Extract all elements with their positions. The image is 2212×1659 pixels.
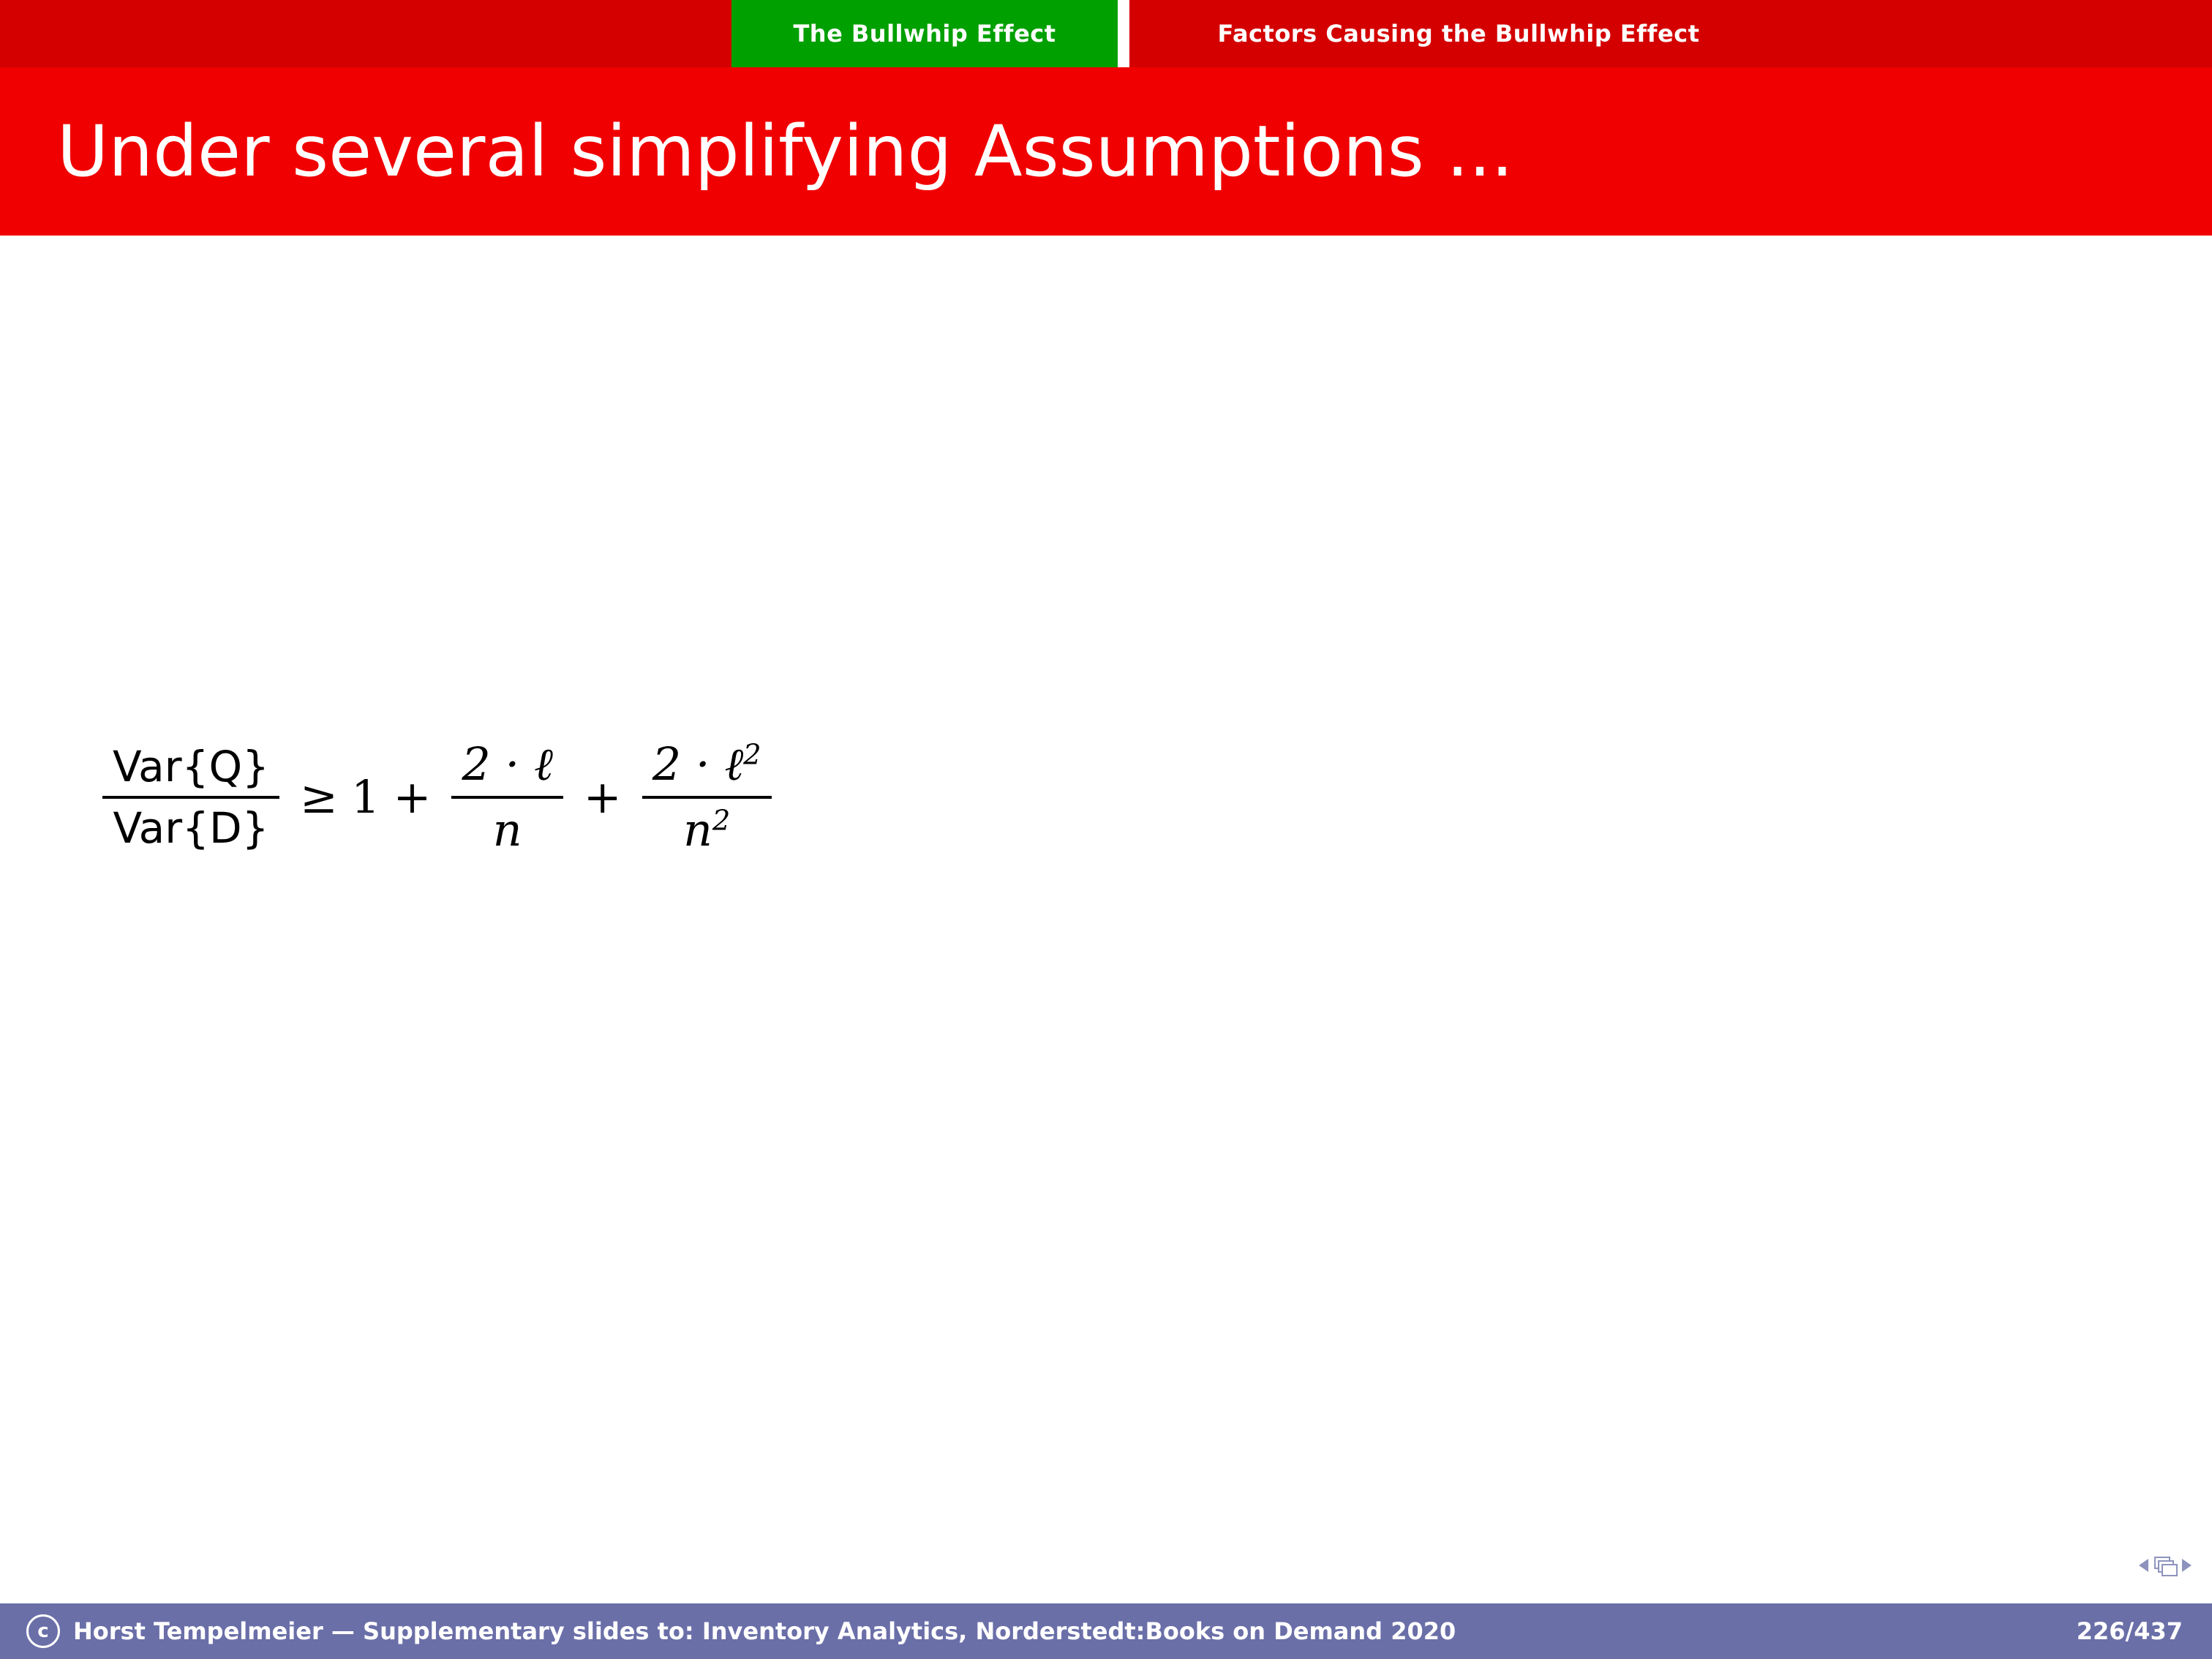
bullwhip-variance-formula [95,733,779,861]
slide-title-band [0,67,2212,236]
formula-third-numerator [642,733,772,796]
frame-navigation-controls[interactable] [2139,1557,2192,1574]
formula-lhs-numerator: Var{Q} [113,741,270,791]
nav-filler-right [1788,0,2212,67]
formula-third-denominator [673,799,740,861]
copyright-icon: c [26,1614,60,1648]
formula-lhs-fraction [102,737,279,857]
page-title: Under several simplifying Assumptions ... [57,110,1513,192]
nav-item-factors-causing-the-bullwhip-effect[interactable] [1129,0,1788,67]
formula-second-fraction [451,733,563,861]
nav-item-label: The Bullwhip Effect [793,20,1056,48]
nav-filler-left [0,0,731,67]
formula-third-numerator-base: 2 · ℓ [652,737,744,791]
footer-credit [0,1614,1456,1648]
formula-lhs-denominator: Var{D} [113,802,269,853]
formula-second-numerator: 2 · ℓ [462,737,553,791]
nav-item-the-bullwhip-effect[interactable] [731,0,1118,67]
formula-plus-operator-2: + [583,770,622,824]
formula-third-numerator-exponent: 2 [743,738,761,772]
nav-item-label: Factors Causing the Bullwhip Effect [1217,20,1700,48]
formula-third-denominator-exponent: 2 [712,804,731,838]
slide-navigation-bar [0,0,2212,67]
formula-plus-operator-1: + [393,770,432,824]
previous-frame-icon[interactable] [2139,1559,2148,1572]
footer-credit-text: Horst Tempelmeier — Supplementary slides to: Inventory Analytics, Norderstedt:Books on Demand 2020 [73,1617,1456,1645]
formula-term-one: 1 [350,770,380,824]
next-frame-icon[interactable] [2182,1559,2192,1572]
formula-relation-operator: ≥ [300,770,338,824]
slide-content-area [0,236,2212,1579]
formula-third-fraction [642,733,772,861]
formula-second-denominator: n [492,803,522,857]
page-number: 226/437 [2076,1617,2183,1645]
frames-stack-icon[interactable] [2154,1557,2176,1574]
formula-third-denominator-base: n [682,803,712,857]
slide-footer [0,1603,2212,1659]
nav-divider [1118,0,1129,67]
